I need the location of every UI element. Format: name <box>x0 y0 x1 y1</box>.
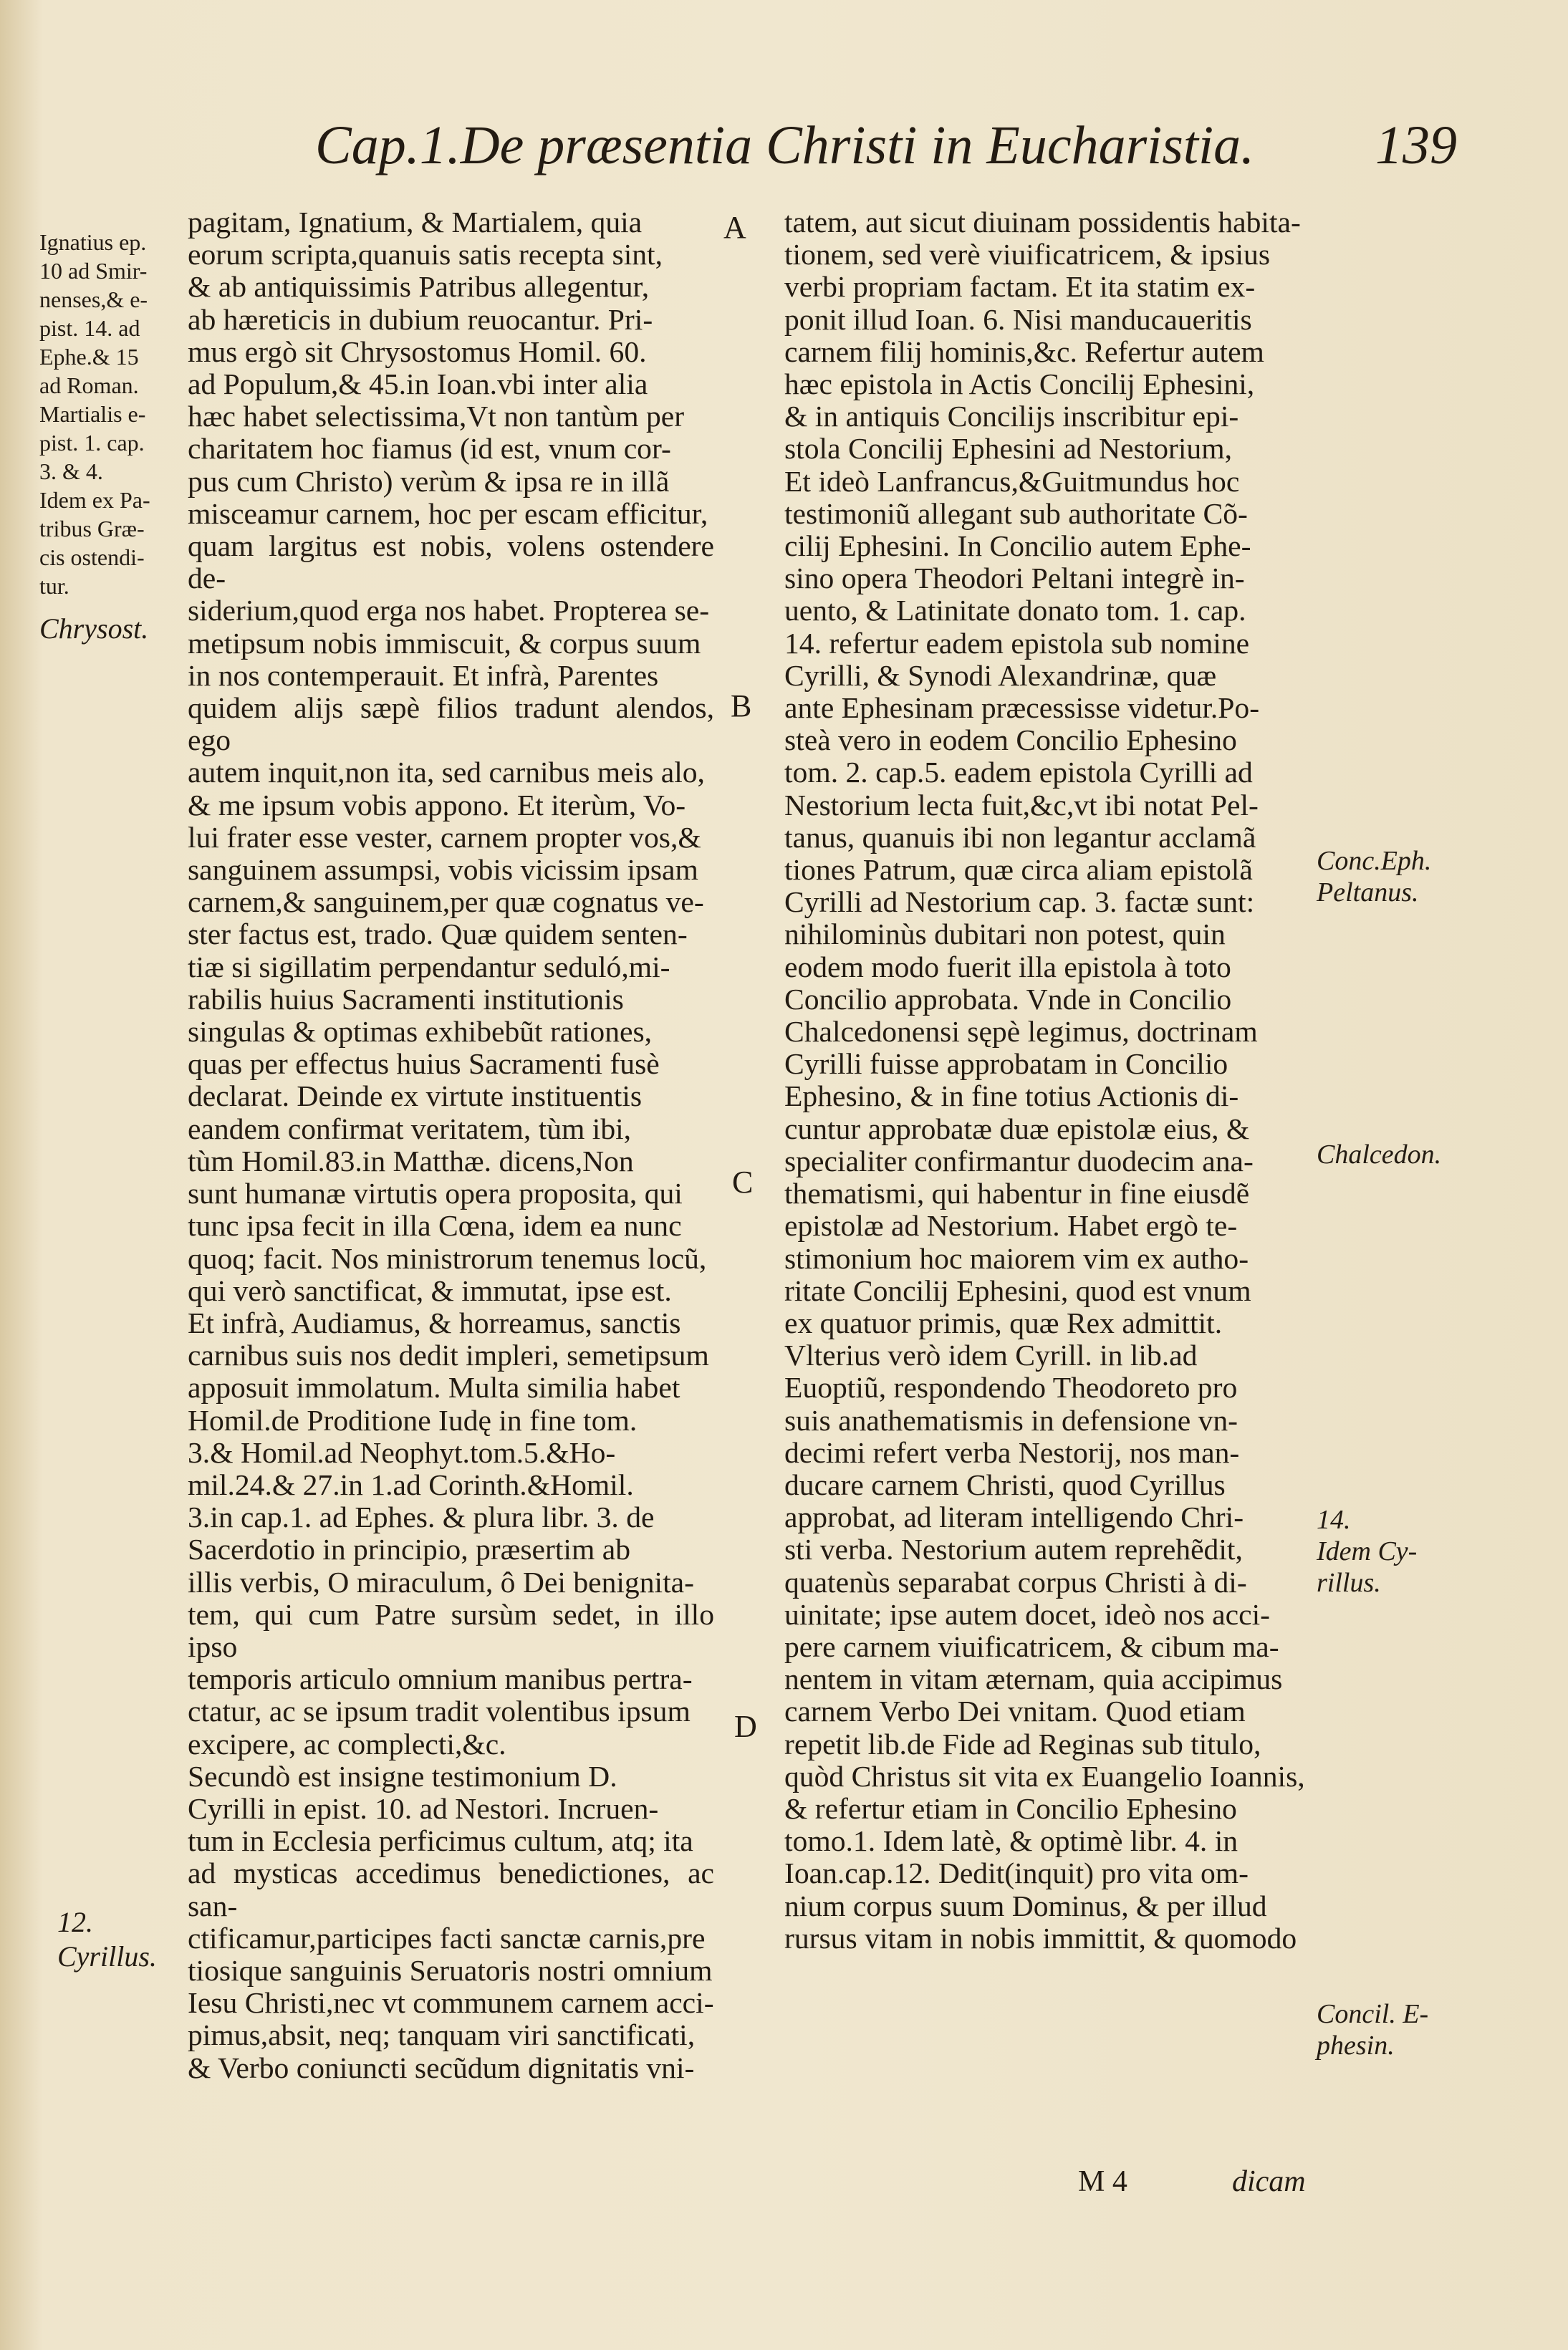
section-letter-a: A <box>723 210 746 245</box>
section-letter-d: D <box>734 1709 757 1744</box>
page-number: 139 <box>1375 115 1457 175</box>
margin-note-conc-eph: Conc.Eph. Peltanus. <box>1317 846 1432 907</box>
left-text-column: pagitam, Ignatium, & Martialem, quia eorum scripta,quanuis satis recepta sint, & ab antiquissimis Patribus allegentur, ab hæreticis in dubium reuocantur. Pri- mus ergò sit Chrysostomus Homil. 60. ad Populum,& 45.in Ioan.vbi inter alia hæc habet selectissima,Vt non tantùm per charitatem hoc fiamus (id est, vnum cor- pus cum Christo) verùm & ipsa re in illã misceamur carnem, hoc per escam efficitur, quam largitus est nobis, volens ostendere de- siderium,quod erga nos habet. Propterea se- metipsum nobis immiscuit, & corpus suum in nos contemperauit. Et infrà, Parentes quidem alijs sæpè filios tradunt alendos, ego autem inquit,non ita, sed carnibus meis alo, & me ipsum vobis appono. Et iterùm, Vo- lui frater esse vester, carnem propter vos,& sanguinem assumpsi, vobis vicissim ipsam carnem,& sanguinem,per quæ cognatus ve- ster factus est, trado. Quæ quidem senten- tiæ si sigillatim perpendantur seduló,mi- rabilis huius Sacramenti institutionis singulas & optimas exhibebũt rationes, quas per effectus huius Sacramenti fusè declarat. Deinde ex virtute instituentis eandem confirmat veritatem, tùm ibi, tùm Homil.83.in Matthæ. dicens,Non sunt humanæ virtutis opera proposita, qui tunc ipsa fecit in illa Cœna, idem ea nunc quoq; facit. Nos ministrorum tenemus locũ, qui verò sanctificat, & immutat, ipse est. Et infrà, Audiamus, & horreamus, sanctis carnibus suis nos dedit impleri, semetipsum apposuit immolatum. Multa similia habet Homil.de Proditione Iudę in fine tom. 3.& Homil.ad Neophyt.tom.5.&Ho- mil.24.& 27.in 1.ad Corinth.&Homil. 3.in cap.1. ad Ephes. & plura libr. 3. de Sacerdotio in principio, præsertim ab illis verbis, O miraculum, ô Dei benignita- tem, qui cum Patre sursùm sedet, in illo ipso temporis articulo omnium manibus pertra- ctatur, ac se ipsum tradit volentibus ipsum excipere, ac complecti,&c. Secundò est insigne testimonium D. Cyrilli in epist. 10. ad Nestori. Incruen- tum in Ecclesia perficimus cultum, atq; ita ad mysticas accedimus benedictiones, ac san- ctificamur,participes facti sanctæ carnis,pre tiosique sanguinis Seruatoris nostri omnium Iesu Christi,nec vt communem carnem acci- pimus,absit, neq; tanquam viri sanctificati, & Verbo coniuncti secũdum dignitatis vni- <box>188 206 714 2084</box>
margin-note-chrysostom: Chrysost. <box>39 612 149 645</box>
margin-note-concil-ephesin: Concil. E- phesin. <box>1317 1999 1429 2061</box>
catchword: dicam <box>1232 2165 1306 2198</box>
running-title: Cap.1.De præsentia Christi in Eucharistia. <box>315 115 1255 175</box>
running-header <box>315 115 1533 177</box>
margin-note-chalcedon: Chalcedon. <box>1317 1140 1442 1170</box>
section-letter-b: B <box>731 688 752 723</box>
right-text-column: tatem, aut sicut diuinam possidentis habita- tionem, sed verè viuificatricem, & ipsius verbi propriam factam. Et ita statim ex- ponit illud Ioan. 6. Nisi manducaueritis carnem filij hominis,&c. Refertur autem hæc epistola in Actis Concilij Ephesini, & in antiquis Concilijs inscribitur epi- stola Concilij Ephesini ad Nestorium, Et ideò Lanfrancus,&Guitmundus hoc testimoniũ allegant sub authoritate Cõ- cilij Ephesini. In Concilio autem Ephe- sino opera Theodori Peltani integrè in- uento, & Latinitate donato tom. 1. cap. 14. refertur eadem epistola sub nomine Cyrilli, & Synodi Alexandrinæ, quæ ante Ephesinam præcessisse videtur.Po- steà vero in eodem Concilio Ephesino tom. 2. cap.5. eadem epistola Cyrilli ad Nestorium lecta fuit,&c,vt ibi notat Pel- tanus, quanuis ibi non legantur acclamã tiones Patrum, quæ circa aliam epistolã Cyrilli ad Nestorium cap. 3. factæ sunt: nihilominùs dubitari non potest, quin eodem modo fuerit illa epistola à toto Concilio approbata. Vnde in Concilio Chalcedonensi sępè legimus, doctrinam Cyrilli fuisse approbatam in Concilio Ephesino, & in fine totius Actionis di- cuntur approbatæ duæ epistolæ eius, & specialiter confirmantur duodecim ana- thematismi, qui habentur in fine eiusdẽ epistolæ ad Nestorium. Habet ergò te- stimonium hoc maiorem vim ex autho- ritate Concilij Ephesini, quod est vnum ex quatuor primis, quæ Rex admittit. Vlterius verò idem Cyrill. in lib.ad Euoptiũ, respondendo Theodoreto pro suis anathematismis in defensione vn- decimi refert verba Nestorij, nos man- ducare carnem Christi, quod Cyrillus approbat, ad literam intelligendo Chri- sti verba. Nestorium autem reprehẽdit, quatenùs separabat corpus Christi à di- uinitate; ipse autem docet, ideò nos acci- pere carnem viuificatricem, & cibum ma- nentem in vitam æternam, quia accipimus carnem Verbo Dei vnitam. Quod etiam repetit lib.de Fide ad Reginas sub titulo, quòd Christus sit vita ex Euangelio Ioannis, & refertur etiam in Concilio Ephesino tomo.1. Idem latè, & optimè libr. 4. in Ioan.cap.12. Dedit(inquit) pro vita om- nium corpus suum Dominus, & per illud rursus vitam in nobis immittit, & quomodo <box>784 206 1305 1955</box>
margin-note-cyrillus: 12. Cyrillus. <box>57 1906 157 1973</box>
margin-note-ignatius: Ignatius ep. 10 ad Smir- nenses,& e- pist. 14. ad Ephe.& 15 ad Roman. Martialis e- pist. 1. cap. 3. & 4. Idem ex Pa- tribus Græ- cis ostendi- tur. <box>39 229 150 599</box>
margin-note-idem-cyrillus: 14. Idem Cy- rillus. <box>1317 1505 1418 1598</box>
section-letter-c: C <box>732 1165 754 1200</box>
signature-mark: M 4 <box>1078 2165 1127 2198</box>
